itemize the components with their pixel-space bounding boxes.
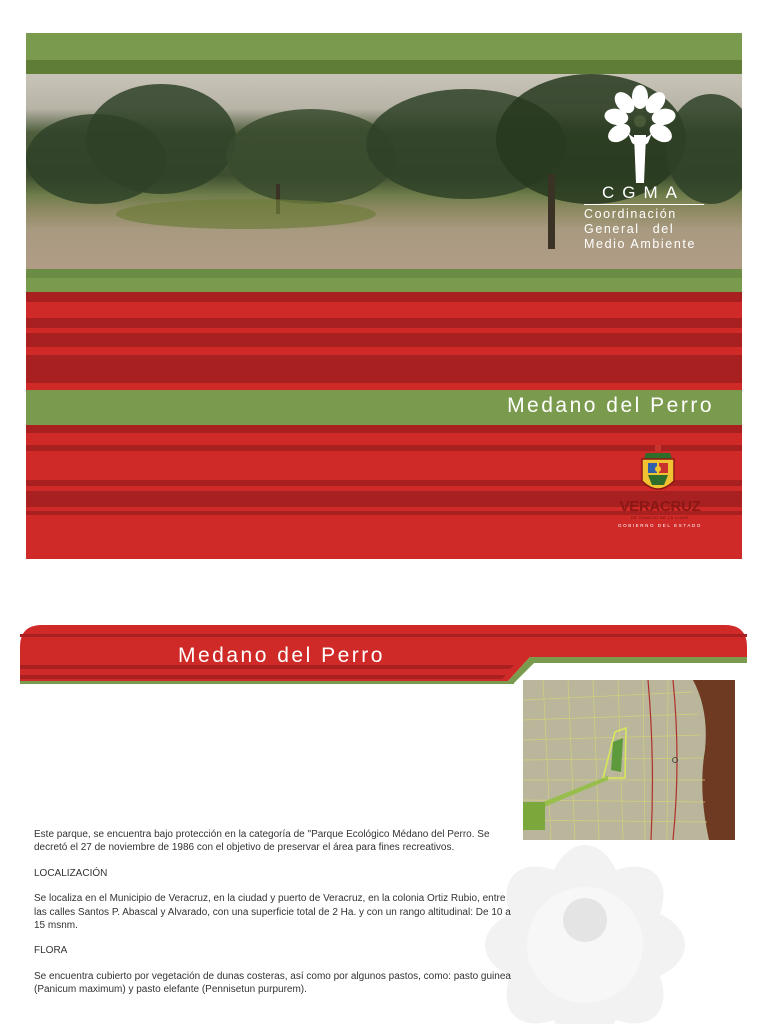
paragraph: Se localiza en el Municipio de Veracruz, en la ciudad y puerto de Veracruz, en la colonia Ortiz Rubio, entre las calles Santos P. Abascal y Alvarado, con una superficie total de 2 Ha. y con un rango altitudinal: De 10 a 15 msnm. — [34, 893, 511, 932]
section-title: Medano del Perro — [178, 644, 385, 667]
red-stripe — [26, 480, 742, 486]
red-stripe — [26, 445, 742, 451]
content-page — [20, 625, 747, 1024]
body-text — [34, 828, 514, 997]
paragraph: Este parque, se encuentra bajo protección en la categoría de "Parque Ecológico Médano del Perro. Se decretó el 27 de noviembre de 1986 con el objetivo de preservar el área para fines recreativos. — [34, 829, 490, 854]
cgma-line-1: Coordinación — [584, 207, 677, 221]
cgma-line-3: Medio Ambiente — [584, 237, 697, 251]
cgma-logo-icon — [590, 83, 690, 193]
red-stripe — [26, 333, 742, 347]
cgma-line-2: General del — [584, 222, 675, 236]
red-stripe — [26, 292, 742, 302]
red-stripe — [26, 355, 742, 383]
green-band-dark — [26, 60, 742, 74]
paragraph: Se encuentra cubierto por vegetación de dunas costeras, así como por algunos pastos, como: pasto guinea (Panicum maximum) y pasto elefante (Pennisetun purpurem). — [34, 970, 511, 996]
red-stripe — [26, 318, 742, 328]
veracruz-crest-icon — [638, 445, 678, 501]
veracruz-motto: DE IGNACIO DE LA LLAVE — [630, 515, 690, 520]
cover-title: Medano del Perro — [507, 394, 714, 417]
location-map — [523, 680, 735, 840]
green-band-mid-dark — [26, 269, 742, 278]
red-stripe — [26, 425, 742, 433]
section-heading: FLORA — [34, 945, 68, 957]
cgma-acronym: CGMA — [602, 183, 685, 202]
veracruz-wordmark: VERACRUZ — [619, 498, 701, 515]
cgma-divider — [584, 204, 704, 205]
brochure-cover — [26, 33, 742, 559]
green-band-top — [26, 33, 742, 60]
section-heading: LOCALIZACIÓN — [34, 867, 108, 879]
veracruz-government-label: GOBIERNO DEL ESTADO — [618, 523, 702, 528]
green-band-mid — [26, 278, 742, 292]
